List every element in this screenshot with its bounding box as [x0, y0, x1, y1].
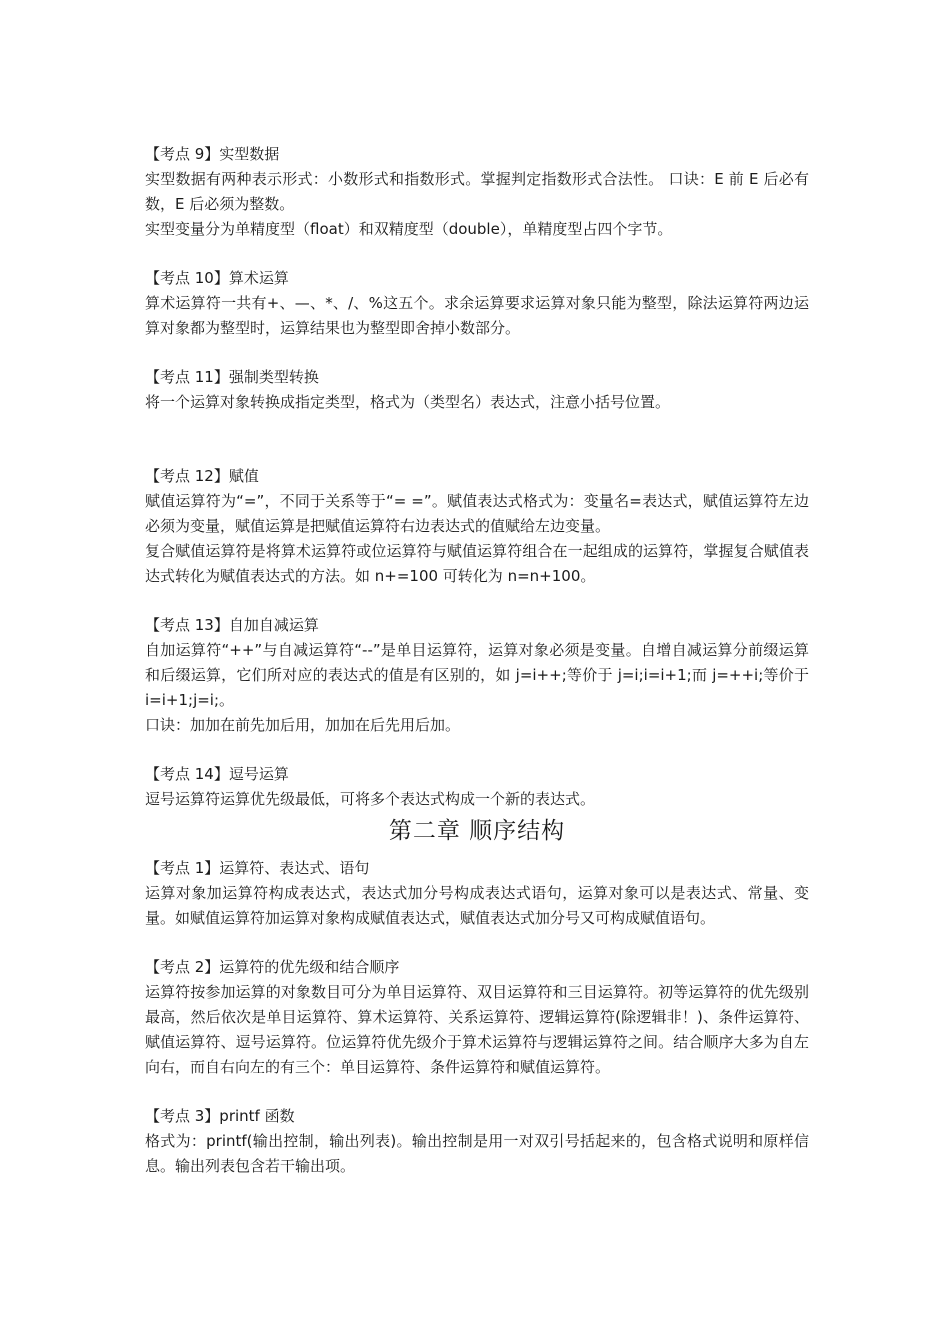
section-paragraph: 格式为：printf(输出控制，输出列表)。输出控制是用一对双引号括起来的，包含格式说明和原样信息。输出列表包含若干输出项。: [145, 1132, 809, 1175]
section-paragraph: 实型数据有两种表示形式：小数形式和指数形式。掌握判定指数形式合法性。 口诀：E 前 E 后必有数，E 后必须为整数。: [145, 170, 809, 213]
section-paragraph: 自加运算符“++”与自减运算符“--”是单目运算符，运算对象必须是变量。自增自减运算分前缀运算和后缀运算，它们所对应的表达式的值是有区别的，如 j=i++;等价于 j=i;i=i+1;而 j=++i;等价于 i=i+1;j=i;。: [145, 641, 809, 709]
section-kaodian-2: [145, 955, 809, 1080]
spacer: [145, 1080, 809, 1104]
section-kaodian-13: [145, 613, 809, 738]
section-heading: 【考点 11】强制类型转换: [145, 368, 319, 386]
spacer: [145, 341, 809, 365]
section-heading: 【考点 10】算术运算: [145, 269, 289, 287]
spacer: [145, 931, 809, 955]
section-paragraph: 赋值运算符为“=”，不同于关系等于“= =”。赋值表达式格式为：变量名=表达式，赋值运算符左边必须为变量，赋值运算是把赋值运算符右边表达式的值赋给左边变量。: [145, 492, 809, 535]
chapter-title: 第二章 顺序结构: [388, 818, 566, 844]
spacer: [145, 589, 809, 613]
section-kaodian-12: [145, 464, 809, 589]
section-kaodian-14: [145, 762, 809, 812]
spacer: [145, 415, 809, 464]
section-heading: 【考点 3】printf 函数: [145, 1107, 295, 1125]
section-paragraph: 算术运算符一共有+、—、*、/、%这五个。求余运算要求运算对象只能为整型，除法运算符两边运算对象都为整型时，运算结果也为整型即舍掉小数部分。: [145, 294, 809, 337]
section-paragraph: 复合赋值运算符是将算术运算符或位运算符与赋值运算符组合在一起组成的运算符，掌握复合赋值表达式转化为赋值表达式的方法。如 n+=100 可转化为 n=n+100。: [145, 542, 809, 585]
section-paragraph: 运算对象加运算符构成表达式，表达式加分号构成表达式语句，运算对象可以是表达式、常量、变量。如赋值运算符加运算对象构成赋值表达式，赋值表达式加分号又可构成赋值语句。: [145, 884, 809, 927]
section-paragraph: 将一个运算对象转换成指定类型，格式为（类型名）表达式，注意小括号位置。: [145, 393, 671, 411]
section-paragraph: 逗号运算符运算优先级最低，可将多个表达式构成一个新的表达式。: [145, 790, 596, 808]
section-heading: 【考点 1】运算符、表达式、语句: [145, 859, 370, 877]
document-page: [145, 142, 809, 1179]
section-kaodian-10: [145, 266, 809, 341]
section-paragraph: 运算符按参加运算的对象数目可分为单目运算符、双目运算符和三目运算符。初等运算符的优先级别最高，然后依次是单目运算符、算术运算符、关系运算符、逻辑运算符(除逻辑非！)、条件运算符、赋值运算符、逗号运算符。位运算符优先级介于算术运算符与逻辑运算符之间。结合顺序大多为自左向右，而自右向左的有三个：单目运算符、条件运算符和赋值运算符。: [145, 983, 809, 1076]
section-heading: 【考点 14】逗号运算: [145, 765, 289, 783]
spacer: [145, 242, 809, 266]
section-kaodian-1: [145, 856, 809, 931]
section-kaodian-9: [145, 142, 809, 242]
section-kaodian-11: [145, 365, 809, 415]
section-heading: 【考点 13】自加自减运算: [145, 616, 319, 634]
section-paragraph: 口诀：加加在前先加后用，加加在后先用后加。: [145, 716, 461, 734]
section-heading: 【考点 2】运算符的优先级和结合顺序: [145, 958, 400, 976]
section-heading: 【考点 9】实型数据: [145, 145, 280, 163]
section-kaodian-3: [145, 1104, 809, 1179]
section-heading: 【考点 12】赋值: [145, 467, 259, 485]
section-paragraph: 实型变量分为单精度型（float）和双精度型（double），单精度型占四个字节。: [145, 220, 673, 238]
spacer: [145, 738, 809, 762]
